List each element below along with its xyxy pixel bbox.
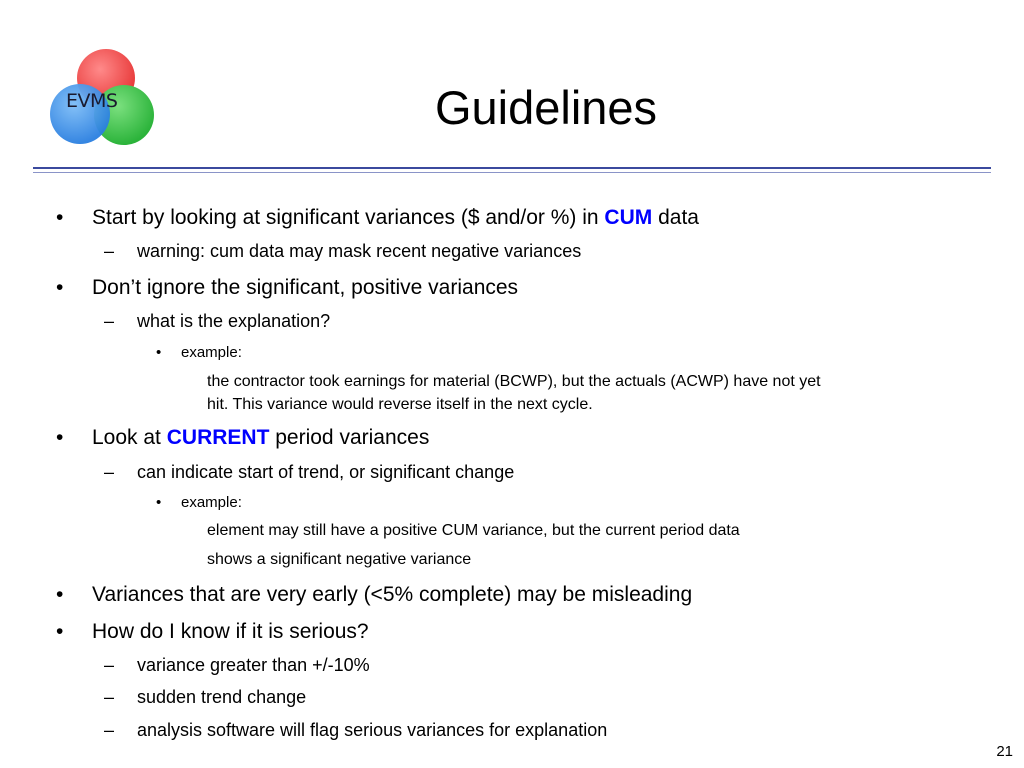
bullet-marker: • [56, 276, 64, 299]
bullet-3-pre: Look at [92, 426, 167, 449]
bullet-2: Don’t ignore the significant, positive variances [92, 276, 519, 299]
bullet-2-sub-1: what is the explanation? [137, 311, 331, 331]
bullet-3-post: period variances [269, 426, 430, 449]
dash-marker: – [104, 720, 115, 740]
bullet-marker: • [56, 206, 64, 229]
bullet-1 [92, 205, 699, 231]
bullet-3-example-label: example: [181, 494, 242, 511]
bullet-1-sub-1: warning: cum data may mask recent negative variances [137, 241, 582, 261]
dash-marker: – [104, 687, 115, 707]
bullet-marker: • [56, 583, 64, 606]
bullet-5-sub-3: analysis software will flag serious variances for explanation [137, 720, 608, 740]
sub-bullet-marker: • [156, 344, 162, 361]
dash-marker: – [104, 655, 115, 675]
bullet-5-sub-1: variance greater than +/-10% [137, 655, 370, 675]
bullet-3-highlight: CURRENT [166, 426, 270, 449]
bullet-3-example-line-2: shows a significant negative variance [207, 551, 472, 568]
bullet-4: Variances that are very early (<5% complete) may be misleading [92, 583, 693, 606]
slide-title: Guidelines [434, 81, 658, 134]
dash-marker: – [104, 311, 115, 331]
sub-bullet-marker: • [156, 494, 162, 511]
bullet-3 [92, 425, 429, 451]
bullet-1-post: data [652, 206, 699, 229]
bullet-marker: • [56, 426, 64, 449]
bullet-2-example-line-2: hit. This variance would reverse itself in the next cycle. [207, 396, 593, 413]
bullet-1-pre: Start by looking at significant variances ($ and/or %) in [92, 206, 605, 229]
dash-marker: – [104, 462, 115, 482]
bullet-2-example-line-1: the contractor took earnings for material (BCWP), but the actuals (ACWP) have not yet [207, 373, 821, 390]
bullet-3-sub-1: can indicate start of trend, or significant change [137, 462, 515, 482]
bullet-5-sub-2: sudden trend change [137, 687, 307, 707]
dash-marker: – [104, 241, 115, 261]
bullet-1-highlight: CUM [604, 206, 653, 229]
bullet-2-example-label: example: [181, 344, 242, 361]
page-number: 21 [996, 743, 1013, 760]
bullet-marker: • [56, 620, 64, 643]
logo-text: EVMS [66, 90, 118, 112]
bullet-5: How do I know if it is serious? [92, 620, 369, 643]
bullet-3-example-line-1: element may still have a positive CUM variance, but the current period data [207, 522, 740, 539]
